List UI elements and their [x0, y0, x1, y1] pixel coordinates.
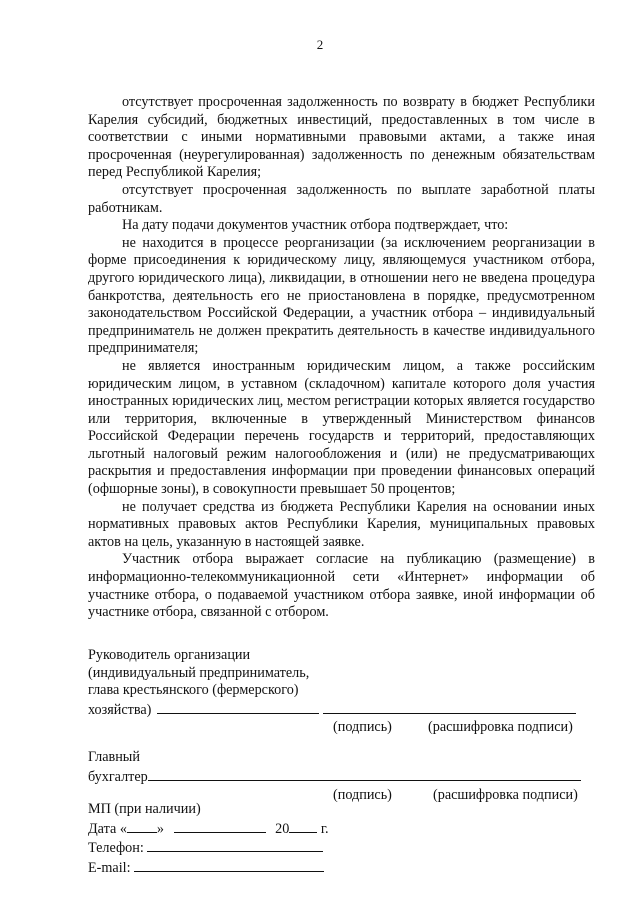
head-title-line: Руководитель организации: [88, 647, 251, 663]
head-title-label: хозяйства): [88, 701, 152, 718]
head-signature-block: [88, 647, 576, 719]
head-signature-caption: (подпись): [333, 719, 392, 735]
accountant-title-line: Главный: [88, 749, 140, 765]
phone-field: [147, 838, 323, 852]
email-line: [88, 858, 329, 878]
paragraph: отсутствует просроченная задолженность по возврату в бюджет Республики Карелия субсидий, бюджетных инвестиций, предоставленных в том числе в соответствии с иными нормативными правовыми актами, а также иная просроченная (неурегулированная) задолженность по денежным обязательствам перед Республикой Карелия;: [88, 94, 595, 181]
email-label: E-mail:: [88, 859, 131, 876]
head-decode-line: [323, 700, 576, 714]
date-year-field: [289, 819, 317, 833]
accountant-signature-caption: (подпись): [333, 787, 392, 803]
document-body: [88, 94, 595, 622]
accountant-decode-line: [388, 767, 581, 781]
head-title-line: глава крестьянского (фермерского): [88, 682, 299, 699]
accountant-title-line: [88, 767, 581, 787]
accountant-signature-line: [148, 767, 388, 781]
head-title-line: [88, 700, 576, 720]
date-quote-close: »: [156, 820, 165, 837]
accountant-signature-block: [88, 749, 581, 786]
paragraph: не получает средства из бюджета Республики Карелия на основании иных нормативных правовых актов Республики Карелия, муниципальных правовых актов на цель, указанную в настоящей заявке.: [88, 498, 595, 550]
accountant-decode-caption: (расшифровка подписи): [433, 787, 578, 803]
paragraph: Участник отбора выражает согласие на публикацию (размещение) в информационно-телекоммуникационной сети «Интернет» информации об участнике отбора, о подаваемой участником отбора заявке, иной информации об участнике отбора, связанной с отбором.: [88, 551, 595, 621]
date-line: [88, 819, 329, 839]
footer-block: [88, 801, 329, 877]
phone-line: [88, 838, 329, 858]
stamp-label: МП (при наличии): [88, 801, 201, 817]
head-signature-line: [157, 700, 319, 714]
date-label: Дата «: [88, 820, 127, 837]
paragraph: не находится в процессе реорганизации (за исключением реорганизации в форме присоединения к юридическому лицу, являющемуся участником отбора, другого юридического лица), ликвидации, в отношении него не введена процедура банкротства, деятельность его не приостановлена в порядке, предусмотренном законодательством Российской Федерации, а участник отбора – индивидуальный предприниматель не должен прекратить деятельность в качестве индивидуального предпринимателя;: [88, 234, 595, 357]
page-number: 2: [316, 37, 324, 52]
paragraph: отсутствует просроченная задолженность по выплате заработной платы работникам.: [88, 181, 595, 216]
head-decode-caption: (расшифровка подписи): [428, 719, 573, 735]
phone-label: Телефон:: [88, 840, 144, 857]
date-day-field: [127, 819, 157, 833]
date-year-suffix: г.: [320, 820, 329, 837]
email-field: [134, 858, 324, 872]
date-year-prefix: 20: [275, 820, 290, 837]
paragraph: не является иностранным юридическим лицом, а также российским юридическим лицом, в уставном (складочном) капитале которого доля участия иностранных юридических лиц, местом регистрации которых является государство или территория, включенные в утвержденный Министерством финансов Российской Федерации перечень государств и территорий, предоставляющих льготный налоговый режим налогообложения и (или) не предусматривающих раскрытия и предоставления информации при проведении финансовых операций (офшорные зоны), в совокупности превышает 50 процентов;: [88, 357, 595, 498]
accountant-title-label: бухгалтер: [88, 768, 148, 785]
paragraph: На дату подачи документов участник отбора подтверждает, что:: [122, 217, 509, 234]
date-month-field: [174, 819, 266, 833]
head-title-line: (индивидуальный предприниматель,: [88, 664, 310, 681]
